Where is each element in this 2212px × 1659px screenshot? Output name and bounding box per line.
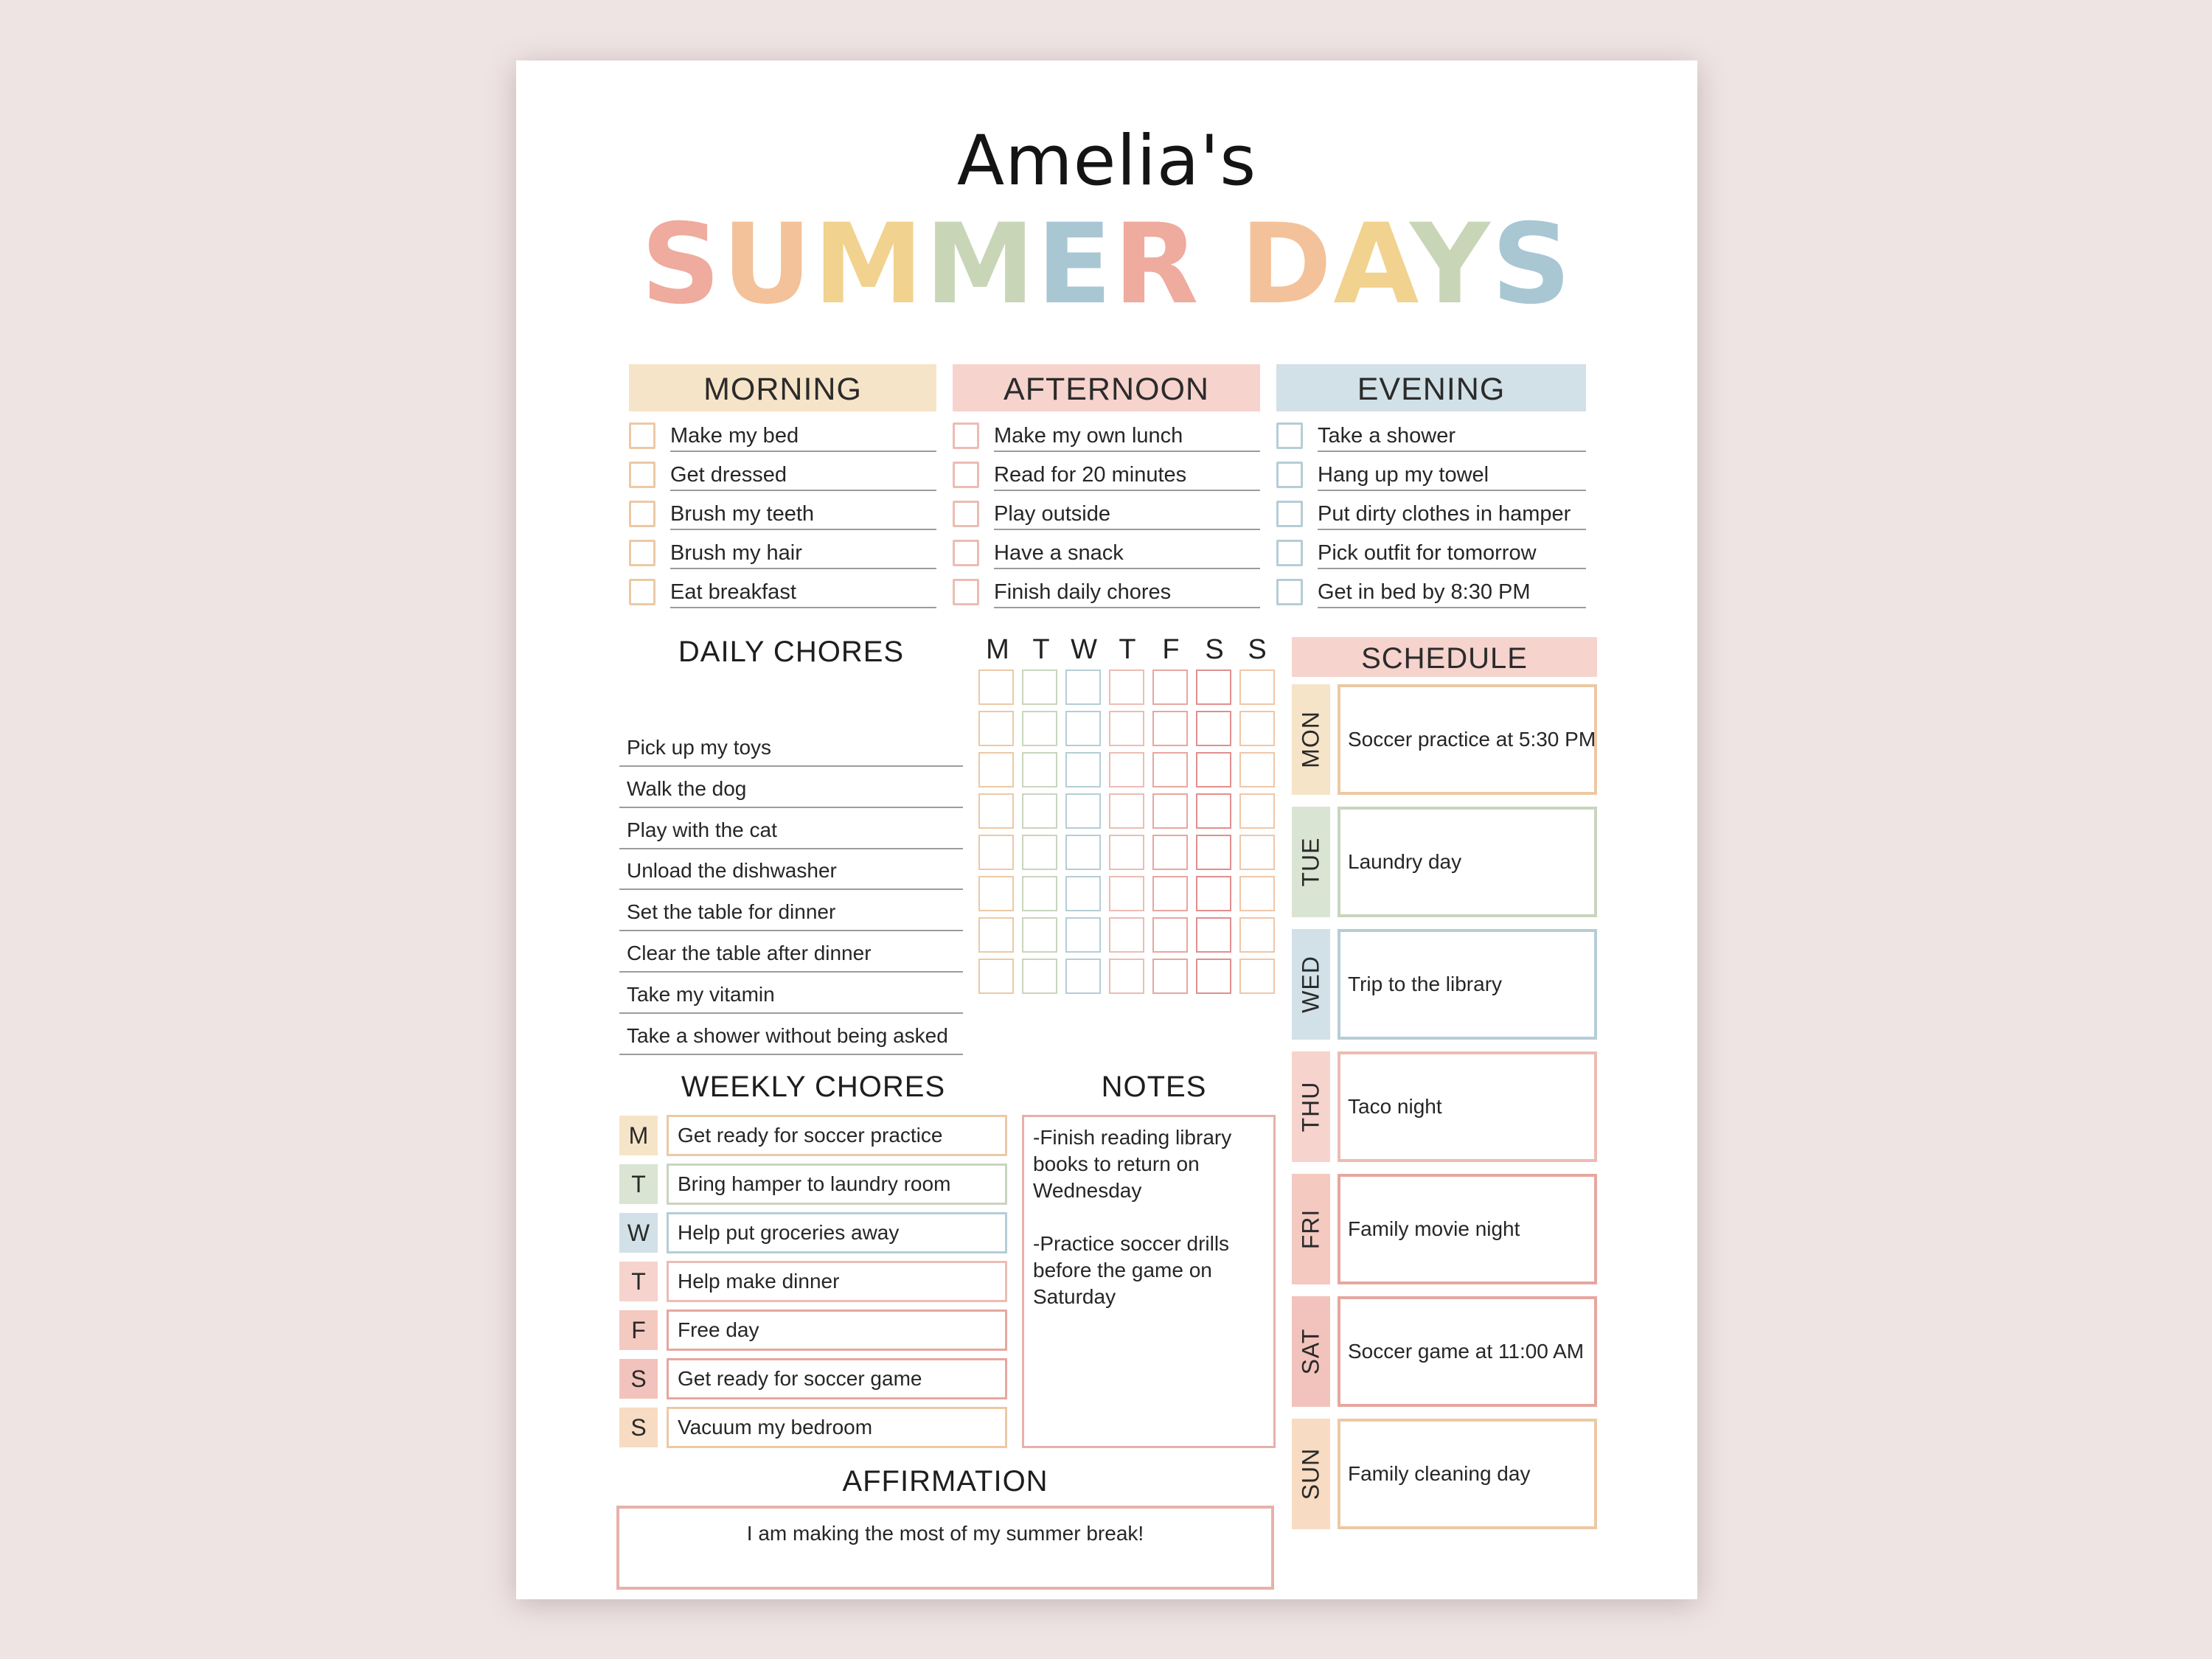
affirmation-title: AFFIRMATION (842, 1465, 1048, 1498)
task-checkbox[interactable] (629, 540, 655, 566)
schedule-day-label: TUE (1292, 807, 1330, 917)
schedule-event: Family cleaning day (1348, 1462, 1531, 1485)
notes-line: -Finish reading library (1033, 1126, 1232, 1149)
evening-header: EVENING (1276, 364, 1586, 411)
task-label: Brush my teeth (670, 499, 936, 530)
notes-line: books to return on (1033, 1152, 1200, 1175)
title-letter: E (1036, 201, 1114, 329)
schedule-event: Taco night (1348, 1095, 1442, 1118)
weekly-chore-field[interactable]: Free day (667, 1310, 1007, 1351)
schedule-event-field[interactable] (1338, 1296, 1597, 1407)
chore-day-checkbox[interactable] (1239, 917, 1275, 953)
chore-day-checkbox[interactable] (1239, 669, 1275, 705)
chore-day-checkbox[interactable] (1065, 752, 1101, 787)
notes-box[interactable] (1022, 1115, 1276, 1448)
schedule-day-label: SUN (1292, 1419, 1330, 1529)
day-header: F (1162, 634, 1180, 665)
title-letter: M (925, 201, 1037, 329)
chore-day-checkbox[interactable] (1152, 835, 1188, 870)
schedule-event: Laundry day (1348, 850, 1462, 873)
daily-chore-item: Set the table for dinner (619, 893, 963, 931)
chore-day-checkbox[interactable] (1196, 876, 1231, 911)
planner-sheet (516, 60, 1697, 1599)
task-label: Brush my hair (670, 538, 936, 569)
chore-day-checkbox[interactable] (1065, 669, 1101, 705)
routine-task (1276, 577, 1586, 610)
routine-task (953, 538, 1260, 571)
chore-day-checkbox[interactable] (1109, 876, 1144, 911)
weekly-day-label: S (619, 1408, 658, 1447)
task-label: Make my bed (670, 421, 936, 452)
notes-line: Saturday (1033, 1285, 1116, 1308)
affirmation-text: I am making the most of my summer break! (746, 1522, 1144, 1545)
chore-day-checkbox[interactable] (1109, 752, 1144, 787)
title-space (1200, 201, 1240, 329)
weekly-chore-field[interactable]: Vacuum my bedroom (667, 1407, 1007, 1448)
chore-day-checkbox[interactable] (1109, 669, 1144, 705)
owner-name: Amelia's (956, 121, 1257, 201)
title-letter: R (1113, 201, 1200, 329)
chore-day-checkbox[interactable] (1152, 669, 1188, 705)
day-header: S (1248, 634, 1267, 665)
chore-day-checkbox[interactable] (1022, 752, 1057, 787)
schedule-event: Soccer practice at 5:30 PM (1348, 728, 1596, 751)
routine-task (953, 421, 1260, 453)
chore-day-checkbox[interactable] (1109, 711, 1144, 746)
chore-day-checkbox[interactable] (978, 959, 1014, 994)
task-checkbox[interactable] (1276, 540, 1303, 566)
schedule-day-label: FRI (1292, 1174, 1330, 1284)
schedule-event-field[interactable] (1338, 1419, 1597, 1529)
notes-title: NOTES (1101, 1071, 1207, 1103)
daily-chore-item: Play with the cat (619, 811, 963, 849)
weekly-chore-field[interactable]: Help make dinner (667, 1261, 1007, 1302)
chore-day-checkbox[interactable] (1196, 835, 1231, 870)
schedule-day-label: WED (1292, 929, 1330, 1040)
task-checkbox[interactable] (1276, 422, 1303, 449)
day-header: W (1071, 634, 1097, 665)
task-label: Make my own lunch (994, 421, 1260, 452)
schedule-event: Trip to the library (1348, 973, 1503, 995)
title-letter: Y (1410, 201, 1492, 329)
chore-day-checkbox[interactable] (1022, 711, 1057, 746)
task-checkbox[interactable] (1276, 501, 1303, 527)
daily-chore-item: Pick up my toys (619, 728, 963, 767)
routine-task (629, 499, 936, 532)
chore-day-checkbox[interactable] (1109, 917, 1144, 953)
morning-header: MORNING (629, 364, 936, 411)
chore-day-checkbox[interactable] (1065, 711, 1101, 746)
daily-chore-item: Unload the dishwasher (619, 852, 963, 890)
chore-day-checkbox[interactable] (1022, 835, 1057, 870)
schedule-event: Family movie night (1348, 1217, 1520, 1240)
routine-task (953, 499, 1260, 532)
task-label: Hang up my towel (1318, 460, 1586, 491)
schedule-event-field[interactable] (1338, 1174, 1597, 1284)
weekly-chore-field[interactable]: Bring hamper to laundry room (667, 1164, 1007, 1205)
routine-task (629, 577, 936, 610)
task-checkbox[interactable] (953, 422, 979, 449)
daily-chore-item: Walk the dog (619, 770, 963, 808)
schedule-event-field[interactable] (1338, 807, 1597, 917)
chore-day-checkbox[interactable] (1239, 835, 1275, 870)
chore-day-checkbox[interactable] (1065, 835, 1101, 870)
notes-line: Wednesday (1033, 1179, 1142, 1202)
chore-day-checkbox[interactable] (1239, 752, 1275, 787)
chore-day-checkbox[interactable] (1239, 876, 1275, 911)
chore-day-checkbox[interactable] (978, 793, 1014, 829)
title-letter: D (1239, 201, 1334, 329)
schedule-day-label: SAT (1292, 1296, 1330, 1407)
chore-day-checkbox[interactable] (1196, 959, 1231, 994)
affirmation-box[interactable] (616, 1506, 1274, 1590)
task-checkbox[interactable] (629, 501, 655, 527)
chore-day-checkbox[interactable] (978, 835, 1014, 870)
routine-task (1276, 538, 1586, 571)
chore-day-checkbox[interactable] (1022, 959, 1057, 994)
weekly-chore-field[interactable]: Help put groceries away (667, 1212, 1007, 1253)
task-label: Take a shower (1318, 421, 1586, 452)
task-label: Play outside (994, 499, 1260, 530)
notes-line: -Practice soccer drills (1033, 1232, 1230, 1255)
routine-task (1276, 460, 1586, 493)
chore-day-checkbox[interactable] (1239, 959, 1275, 994)
routine-task (953, 460, 1260, 493)
routine-task (629, 460, 936, 493)
chore-day-checkbox[interactable] (1152, 752, 1188, 787)
schedule-event-field[interactable] (1338, 684, 1597, 795)
weekly-chores-title: WEEKLY CHORES (681, 1071, 946, 1103)
chore-day-checkbox[interactable] (1152, 711, 1188, 746)
title-letter: M (813, 201, 925, 329)
chore-day-checkbox[interactable] (1196, 793, 1231, 829)
notes-line (1033, 1204, 1265, 1231)
task-checkbox[interactable] (629, 422, 655, 449)
afternoon-header: AFTERNOON (953, 364, 1260, 411)
daily-chore-item: Take a shower without being asked (619, 1017, 963, 1055)
chore-day-checkbox[interactable] (1022, 876, 1057, 911)
chore-day-checkbox[interactable] (978, 669, 1014, 705)
chore-day-checkbox[interactable] (1109, 959, 1144, 994)
day-header: M (986, 634, 1009, 665)
weekly-day-label: W (619, 1213, 658, 1253)
chore-day-checkbox[interactable] (978, 917, 1014, 953)
schedule-header: SCHEDULE (1292, 637, 1597, 677)
routine-task (1276, 421, 1586, 453)
title-letter: A (1333, 201, 1411, 329)
task-label: Finish daily chores (994, 577, 1260, 608)
routine-task (1276, 499, 1586, 532)
daily-chores-title: DAILY CHORES (678, 636, 905, 668)
chore-day-checkbox[interactable] (1022, 793, 1057, 829)
task-checkbox[interactable] (1276, 462, 1303, 488)
day-header: T (1119, 634, 1136, 665)
title-letter: U (722, 201, 814, 329)
task-checkbox[interactable] (953, 579, 979, 605)
weekly-day-label: T (619, 1262, 658, 1301)
schedule-event-field[interactable] (1338, 1051, 1597, 1162)
chore-day-checkbox[interactable] (1196, 752, 1231, 787)
chore-day-checkbox[interactable] (1239, 711, 1275, 746)
daily-chore-item: Clear the table after dinner (619, 934, 963, 973)
chore-day-checkbox[interactable] (1109, 793, 1144, 829)
chore-day-checkbox[interactable] (1065, 793, 1101, 829)
schedule-event-field[interactable] (1338, 929, 1597, 1040)
chore-day-checkbox[interactable] (1239, 793, 1275, 829)
task-checkbox[interactable] (953, 501, 979, 527)
notes-line: before the game on (1033, 1259, 1212, 1281)
task-label: Have a snack (994, 538, 1260, 569)
weekly-day-label: F (619, 1310, 658, 1350)
title-letter: S (1491, 201, 1573, 329)
chore-day-checkbox[interactable] (1152, 917, 1188, 953)
chore-day-checkbox[interactable] (1196, 669, 1231, 705)
chore-day-checkbox[interactable] (1065, 917, 1101, 953)
chore-day-checkbox[interactable] (978, 752, 1014, 787)
chore-day-checkbox[interactable] (1022, 917, 1057, 953)
daily-chore-item: Take my vitamin (619, 975, 963, 1014)
day-header: S (1205, 634, 1224, 665)
task-label: Read for 20 minutes (994, 460, 1260, 491)
chore-day-checkbox[interactable] (1152, 876, 1188, 911)
schedule-day-label: MON (1292, 684, 1330, 795)
chore-day-checkbox[interactable] (978, 876, 1014, 911)
task-checkbox[interactable] (629, 462, 655, 488)
weekly-day-label: T (619, 1164, 658, 1204)
weekly-chore-field[interactable]: Get ready for soccer practice (667, 1115, 1007, 1156)
task-label: Put dirty clothes in hamper (1318, 499, 1586, 530)
planner-title (516, 201, 1697, 329)
title-letter: S (641, 201, 723, 329)
task-label: Pick outfit for tomorrow (1318, 538, 1586, 569)
task-checkbox[interactable] (953, 462, 979, 488)
task-checkbox[interactable] (953, 540, 979, 566)
schedule-event: Soccer game at 11:00 AM (1348, 1340, 1585, 1363)
task-checkbox[interactable] (1276, 579, 1303, 605)
chore-day-checkbox[interactable] (1022, 669, 1057, 705)
chore-day-checkbox[interactable] (1109, 835, 1144, 870)
chore-day-checkbox[interactable] (1152, 959, 1188, 994)
task-checkbox[interactable] (629, 579, 655, 605)
weekly-day-label: M (619, 1116, 658, 1155)
task-label: Eat breakfast (670, 577, 936, 608)
chore-day-checkbox[interactable] (1196, 711, 1231, 746)
chore-day-checkbox[interactable] (1152, 793, 1188, 829)
day-header: T (1032, 634, 1050, 665)
schedule-day-label: THU (1292, 1051, 1330, 1162)
routine-task (953, 577, 1260, 610)
weekly-chore-field[interactable]: Get ready for soccer game (667, 1358, 1007, 1399)
chore-day-checkbox[interactable] (1196, 917, 1231, 953)
routine-task (629, 421, 936, 453)
routine-task (629, 538, 936, 571)
chore-day-checkbox[interactable] (978, 711, 1014, 746)
chore-day-checkbox[interactable] (1065, 959, 1101, 994)
task-label: Get in bed by 8:30 PM (1318, 577, 1586, 608)
task-label: Get dressed (670, 460, 936, 491)
chore-day-checkbox[interactable] (1065, 876, 1101, 911)
weekly-day-label: S (619, 1359, 658, 1399)
